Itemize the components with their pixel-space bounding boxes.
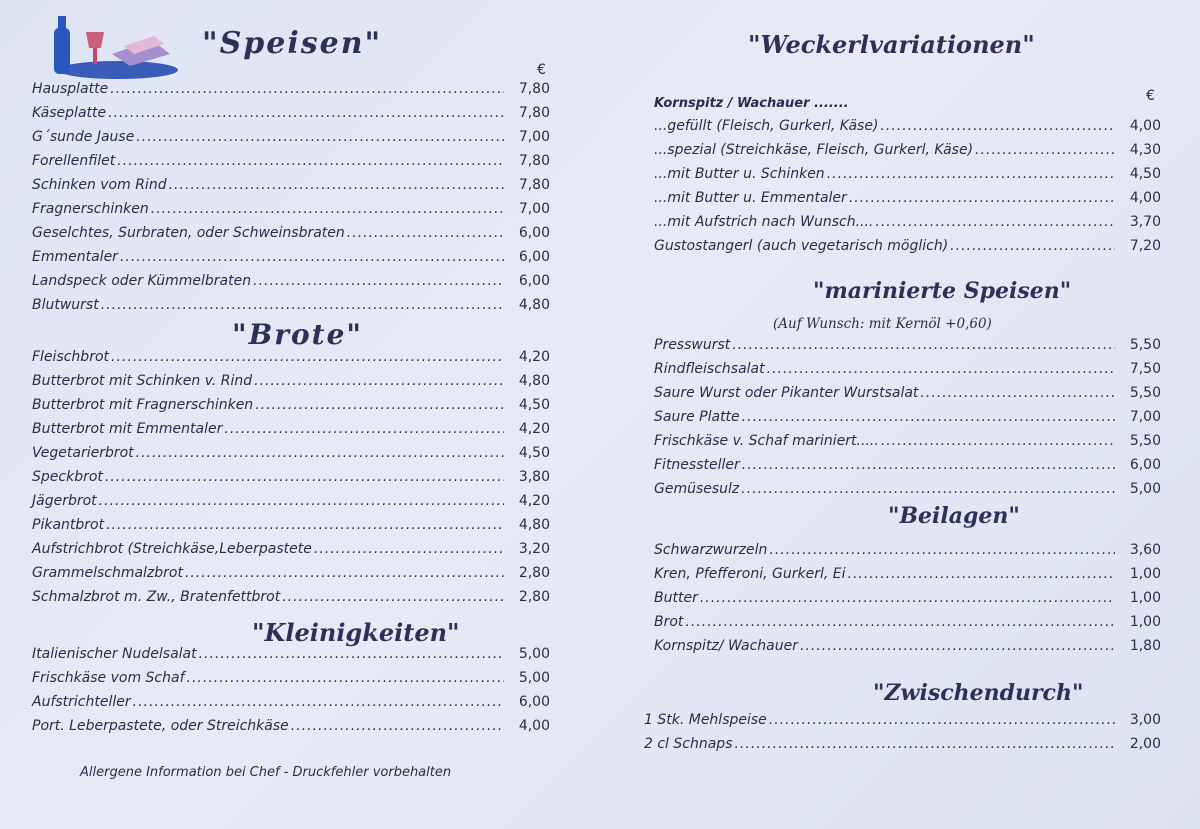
menu-item-row [32, 225, 550, 249]
menu-item-name: Vegetarierbrot [32, 445, 134, 461]
menu-item-price: 1,80 [1129, 638, 1161, 654]
menu-item-row [654, 542, 1161, 566]
menu-item-row [32, 718, 550, 742]
dot-leader [117, 153, 504, 169]
menu-item-row [32, 153, 550, 177]
menu-item-name: ...gefüllt (Fleisch, Gurkerl, Käse) [654, 118, 879, 134]
menu-item-name: ...mit Butter u. Schinken [654, 166, 825, 182]
dot-leader [254, 373, 504, 389]
footer-note: Allergene Information bei Chef - Druckfehler vorbehalten [80, 765, 452, 780]
menu-item-row [32, 105, 550, 129]
menu-item-row [32, 517, 550, 541]
dot-leader [136, 129, 504, 145]
currency-label: € [1146, 88, 1155, 104]
menu-item-name: Emmentaler [32, 249, 118, 265]
menu-item-name: Käseplatte [32, 105, 107, 121]
dot-leader [700, 590, 1115, 606]
menu-right-page [644, 0, 1168, 829]
menu-item-price: 4,20 [518, 421, 550, 437]
menu-item-name: Jägerbrot [32, 493, 97, 509]
dot-leader [291, 718, 504, 734]
dot-leader [742, 457, 1115, 473]
menu-item-price: 7,80 [518, 81, 550, 97]
dot-leader [734, 736, 1115, 752]
dot-leader [975, 142, 1115, 158]
menu-item-price: 7,00 [518, 201, 550, 217]
menu-item-name: Butterbrot mit Fragnerschinken [32, 397, 254, 413]
dot-leader [742, 409, 1115, 425]
menu-item-row [32, 589, 550, 613]
dot-leader [685, 614, 1115, 630]
dot-leader [253, 273, 504, 289]
menu-item-row [32, 249, 550, 273]
menu-item-name: Italienischer Nudelsalat [32, 646, 197, 662]
dot-leader [187, 670, 504, 686]
dot-leader [255, 397, 504, 413]
menu-item-name: Grammelschmalzbrot [32, 565, 183, 581]
menu-item-price: 1,00 [1129, 590, 1161, 606]
menu-item-price: 4,80 [518, 517, 550, 533]
menu-item-price: 5,50 [1129, 385, 1161, 401]
menu-item-price: 3,20 [518, 541, 550, 557]
dot-leader [99, 493, 504, 509]
dot-leader [767, 361, 1115, 377]
dot-leader [224, 421, 504, 437]
menu-item-row [32, 670, 550, 694]
menu-item-row [32, 273, 550, 297]
menu-item-row [654, 142, 1161, 166]
menu-item-name: Aufstrichbrot (Streichkäse,Leberpastete [32, 541, 312, 557]
list-kleinigkeiten [32, 646, 550, 742]
menu-item-row [32, 177, 550, 201]
menu-item-row [654, 361, 1161, 385]
menu-item-name: Pikantbrot [32, 517, 105, 533]
menu-item-row [32, 201, 550, 225]
menu-item-row [32, 541, 550, 565]
menu-left-page [32, 0, 552, 829]
menu-item-name: Saure Platte [654, 409, 740, 425]
dot-leader [105, 469, 504, 485]
dot-leader [110, 81, 504, 97]
menu-item-row [32, 694, 550, 718]
menu-item-price: 7,80 [518, 105, 550, 121]
menu-item-row [654, 166, 1161, 190]
menu-item-name: ...mit Butter u. Emmentaler [654, 190, 847, 206]
list-brote [32, 349, 550, 613]
menu-item-name: Butterbrot mit Emmentaler [32, 421, 223, 437]
dot-leader [347, 225, 504, 241]
dot-leader [950, 238, 1115, 254]
section-title-beilagen: "Beilagen" [888, 503, 1020, 529]
menu-item-row [32, 421, 550, 445]
dot-leader [185, 565, 504, 581]
list-speisen [32, 81, 550, 321]
menu-item-price: 6,00 [518, 225, 550, 241]
menu-item-price: 4,80 [518, 373, 550, 389]
dot-leader [314, 541, 504, 557]
menu-item-name: Fragnerschinken [32, 201, 149, 217]
menu-item-price: 7,50 [1129, 361, 1161, 377]
dot-leader [849, 190, 1115, 206]
dot-leader [920, 385, 1115, 401]
menu-item-name: Fitnessteller [654, 457, 740, 473]
menu-item-name: Presswurst [654, 337, 731, 353]
section-title-zwischendurch: "Zwischendurch" [873, 680, 1084, 706]
menu-item-price: 4,00 [1129, 190, 1161, 206]
dot-leader [875, 214, 1115, 230]
section-title-speisen: "Speisen" [202, 26, 383, 61]
menu-item-price: 2,00 [1129, 736, 1161, 752]
menu-item-price: 5,00 [518, 646, 550, 662]
menu-item-name: Schwarzwurzeln [654, 542, 768, 558]
menu-item-row [654, 409, 1161, 433]
menu-item-row [654, 590, 1161, 614]
menu-item-name: Forellenfilet [32, 153, 116, 169]
menu-item-row [654, 190, 1161, 214]
list-wecker [654, 118, 1161, 262]
menu-item-row [32, 565, 550, 589]
menu-item-name: 2 cl Schnaps [644, 736, 733, 752]
menu-item-price: 6,00 [518, 249, 550, 265]
menu-item-name: Hausplatte [32, 81, 109, 97]
menu-item-row [654, 214, 1161, 238]
menu-item-price: 5,50 [1129, 433, 1161, 449]
dot-leader [169, 177, 504, 193]
menu-item-price: 2,80 [518, 589, 550, 605]
menu-item-name: Saure Wurst oder Pikanter Wurstsalat [654, 385, 919, 401]
menu-item-name: ...spezial (Streichkäse, Fleisch, Gurkerl, Käse) [654, 142, 974, 158]
section-title-marinierte: "marinierte Speisen" [813, 278, 1072, 304]
dot-leader [827, 166, 1115, 182]
menu-item-name: Geselchtes, Surbraten, oder Schweinsbraten [32, 225, 345, 241]
menu-item-name: Schinken vom Rind [32, 177, 167, 193]
dot-leader [880, 118, 1115, 134]
menu-item-price: 4,50 [1129, 166, 1161, 182]
menu-item-row [32, 445, 550, 469]
menu-item-price: 6,00 [518, 273, 550, 289]
dot-leader [120, 249, 504, 265]
dot-leader [282, 589, 504, 605]
menu-item-name: Butter [654, 590, 698, 606]
menu-item-price: 5,00 [1129, 481, 1161, 497]
dot-leader [111, 349, 504, 365]
menu-item-price: 4,20 [518, 349, 550, 365]
dot-leader [101, 297, 504, 313]
menu-item-row [654, 457, 1161, 481]
menu-item-row [654, 238, 1161, 262]
menu-item-name: Fleischbrot [32, 349, 110, 365]
menu-item-price: 3,00 [1129, 712, 1161, 728]
menu-item-name: Port. Leberpastete, oder Streichkäse [32, 718, 289, 734]
dot-leader [769, 542, 1115, 558]
menu-item-name: Frischkäse v. Schaf mariniert..... [654, 433, 879, 449]
menu-item-row [644, 712, 1161, 736]
menu-item-price: 5,00 [518, 670, 550, 686]
menu-item-price: 7,00 [518, 129, 550, 145]
menu-item-price: 4,20 [518, 493, 550, 509]
dot-leader [800, 638, 1115, 654]
menu-item-name: 1 Stk. Mehlspeise [644, 712, 767, 728]
menu-item-name: Gemüsesulz [654, 481, 740, 497]
section-title-wecker: "Weckerlvariationen" [748, 30, 1035, 59]
menu-item-name: Kornspitz/ Wachauer [654, 638, 798, 654]
dot-leader [199, 646, 504, 662]
menu-item-price: 2,80 [518, 565, 550, 581]
menu-item-row [32, 469, 550, 493]
menu-item-price: 3,80 [518, 469, 550, 485]
menu-item-row [654, 433, 1161, 457]
menu-item-price: 4,50 [518, 397, 550, 413]
section-title-brote: "Brote" [232, 318, 364, 351]
list-beilagen [654, 542, 1161, 662]
dot-leader [106, 517, 504, 533]
menu-item-row [654, 385, 1161, 409]
menu-item-row [654, 638, 1161, 662]
menu-item-row [654, 566, 1161, 590]
menu-item-price: 4,50 [518, 445, 550, 461]
menu-item-name: G´sunde Jause [32, 129, 135, 145]
dot-leader [848, 566, 1116, 582]
menu-item-name: Frischkäse vom Schaf [32, 670, 185, 686]
menu-item-row [32, 397, 550, 421]
menu-item-row [654, 614, 1161, 638]
section-title-kleinigkeiten: "Kleinigkeiten" [252, 618, 460, 647]
menu-item-price: 5,50 [1129, 337, 1161, 353]
menu-item-row [654, 118, 1161, 142]
menu-item-price: 7,80 [518, 153, 550, 169]
menu-item-price: 7,80 [518, 177, 550, 193]
menu-item-price: 6,00 [1129, 457, 1161, 473]
menu-item-name: ...mit Aufstrich nach Wunsch.... [654, 214, 874, 230]
menu-item-name: Speckbrot [32, 469, 103, 485]
dot-leader [769, 712, 1115, 728]
menu-item-row [654, 481, 1161, 505]
menu-item-name: Aufstrichteller [32, 694, 131, 710]
menu-item-price: 7,20 [1129, 238, 1161, 254]
dot-leader [881, 433, 1115, 449]
dot-leader [136, 445, 504, 461]
menu-item-name: Butterbrot mit Schinken v. Rind [32, 373, 253, 389]
menu-item-price: 3,60 [1129, 542, 1161, 558]
dot-leader [732, 337, 1115, 353]
menu-item-price: 4,30 [1129, 142, 1161, 158]
subhead-kornspitz: Kornspitz / Wachauer ....... [654, 96, 849, 111]
menu-item-name: Schmalzbrot m. Zw., Bratenfettbrot [32, 589, 281, 605]
menu-item-price: 1,00 [1129, 614, 1161, 630]
wine-bottle-icon [40, 14, 180, 84]
menu-item-name: Landspeck oder Kümmelbraten [32, 273, 252, 289]
dot-leader [151, 201, 504, 217]
menu-item-price: 4,80 [518, 297, 550, 313]
currency-label: € [537, 62, 546, 78]
menu-item-price: 4,00 [518, 718, 550, 734]
menu-item-name: Blutwurst [32, 297, 99, 313]
menu-item-name: Gustostangerl (auch vegetarisch möglich) [654, 238, 949, 254]
menu-item-price: 6,00 [518, 694, 550, 710]
menu-item-name: Kren, Pfefferoni, Gurkerl, Ei [654, 566, 846, 582]
dot-leader [133, 694, 504, 710]
dot-leader [108, 105, 504, 121]
menu-item-price: 7,00 [1129, 409, 1161, 425]
menu-item-price: 4,00 [1129, 118, 1161, 134]
menu-item-row [32, 81, 550, 105]
menu-item-price: 3,70 [1129, 214, 1161, 230]
menu-item-name: Brot [654, 614, 684, 630]
menu-item-row [32, 349, 550, 373]
menu-item-row [644, 736, 1161, 760]
menu-item-row [32, 493, 550, 517]
menu-item-row [32, 646, 550, 670]
menu-item-row [654, 337, 1161, 361]
dot-leader [741, 481, 1115, 497]
list-marinierte [654, 337, 1161, 505]
menu-item-row [32, 129, 550, 153]
menu-item-name: Rindfleischsalat [654, 361, 765, 377]
menu-item-price: 1,00 [1129, 566, 1161, 582]
menu-item-row [32, 373, 550, 397]
note-kernoel: (Auf Wunsch: mit Kernöl +0,60) [773, 316, 992, 332]
list-zwischendurch [644, 712, 1161, 760]
